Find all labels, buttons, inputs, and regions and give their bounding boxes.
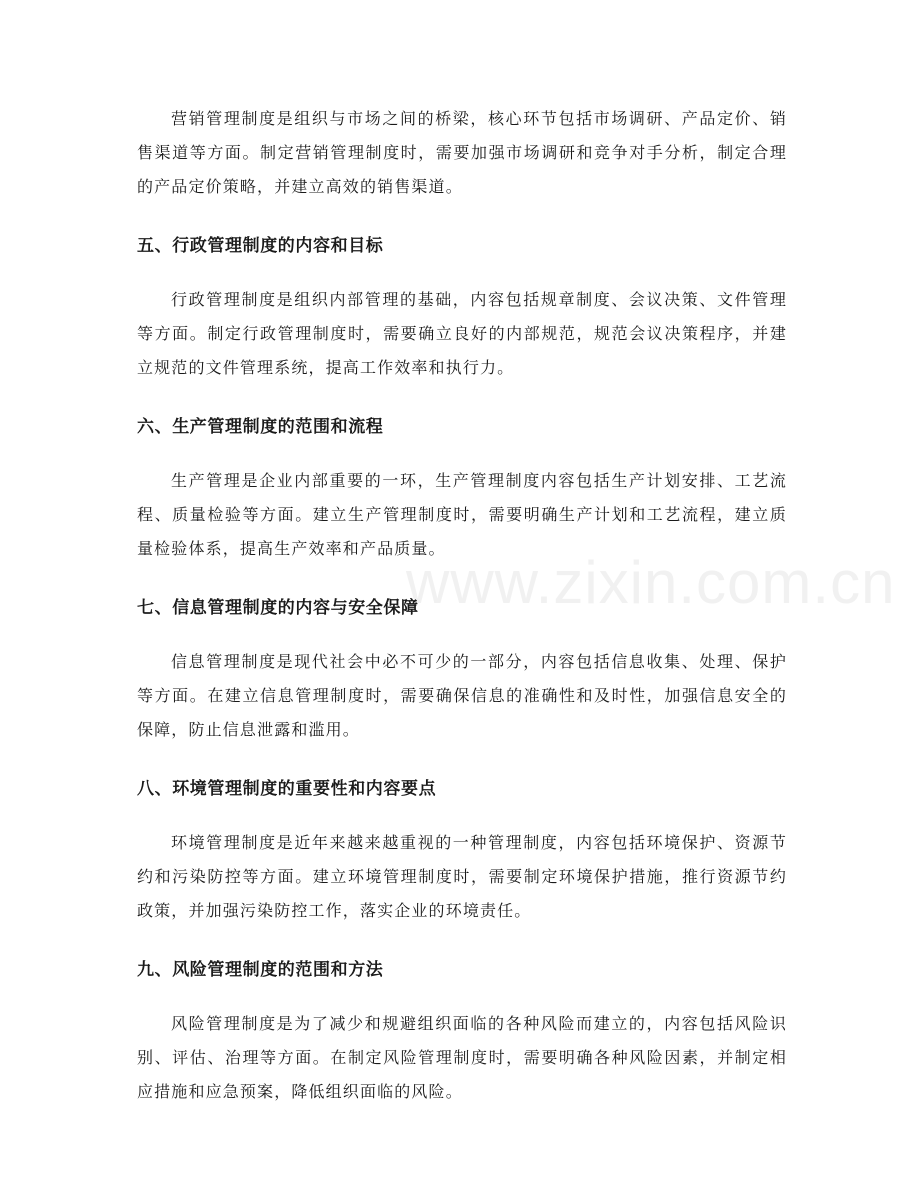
section-paragraph-9: 风险管理制度是为了减少和规避组织面临的各种风险而建立的，内容包括风险识别、评估、治理等方面。在制定风险管理制度时，需要明确各种风险因素，并制定相应措施和应急预案，降低组织面临的风险。 [137,1014,787,1101]
document-body [137,102,787,1139]
section-paragraph-7: 信息管理制度是现代社会中必不可少的一部分，内容包括信息收集、处理、保护等方面。在建立信息管理制度时，需要确保信息的准确性和及时性，加强信息安全的保障，防止信息泄露和滥用。 [137,652,787,739]
section-paragraph-8: 环境管理制度是近年来越来越重视的一种管理制度，内容包括环境保护、资源节约和污染防控等方面。建立环境管理制度时，需要制定环境保护措施，推行资源节约政策，并加强污染防控工作，落实企业的环境责任。 [137,833,787,920]
section-heading-5: 五、行政管理制度的内容和目标 [137,236,384,256]
section-heading-9: 九、风险管理制度的范围和方法 [137,960,384,980]
section-heading-6: 六、生产管理制度的范围和流程 [137,417,384,437]
intro-paragraph: 营销管理制度是组织与市场之间的桥梁，核心环节包括市场调研、产品定价、销售渠道等方面。制定营销管理制度时，需要加强市场调研和竞争对手分析，制定合理的产品定价策略，并建立高效的销售渠道。 [137,109,787,196]
watermark: www.zixin.com.cn [406,549,896,616]
section-paragraph-5: 行政管理制度是组织内部管理的基础，内容包括规章制度、会议决策、文件管理等方面。制定行政管理制度时，需要确立良好的内部规范，规范会议决策程序，并建立规范的文件管理系统，提高工作效率和执行力。 [137,290,787,377]
section-heading-8: 八、环境管理制度的重要性和内容要点 [137,779,437,799]
section-heading-7: 七、信息管理制度的内容与安全保障 [137,598,419,618]
section-paragraph-6: 生产管理是企业内部重要的一环，生产管理制度内容包括生产计划安排、工艺流程、质量检验等方面。建立生产管理制度时，需要明确生产计划和工艺流程，建立质量检验体系，提高生产效率和产品质量。 [137,471,787,558]
